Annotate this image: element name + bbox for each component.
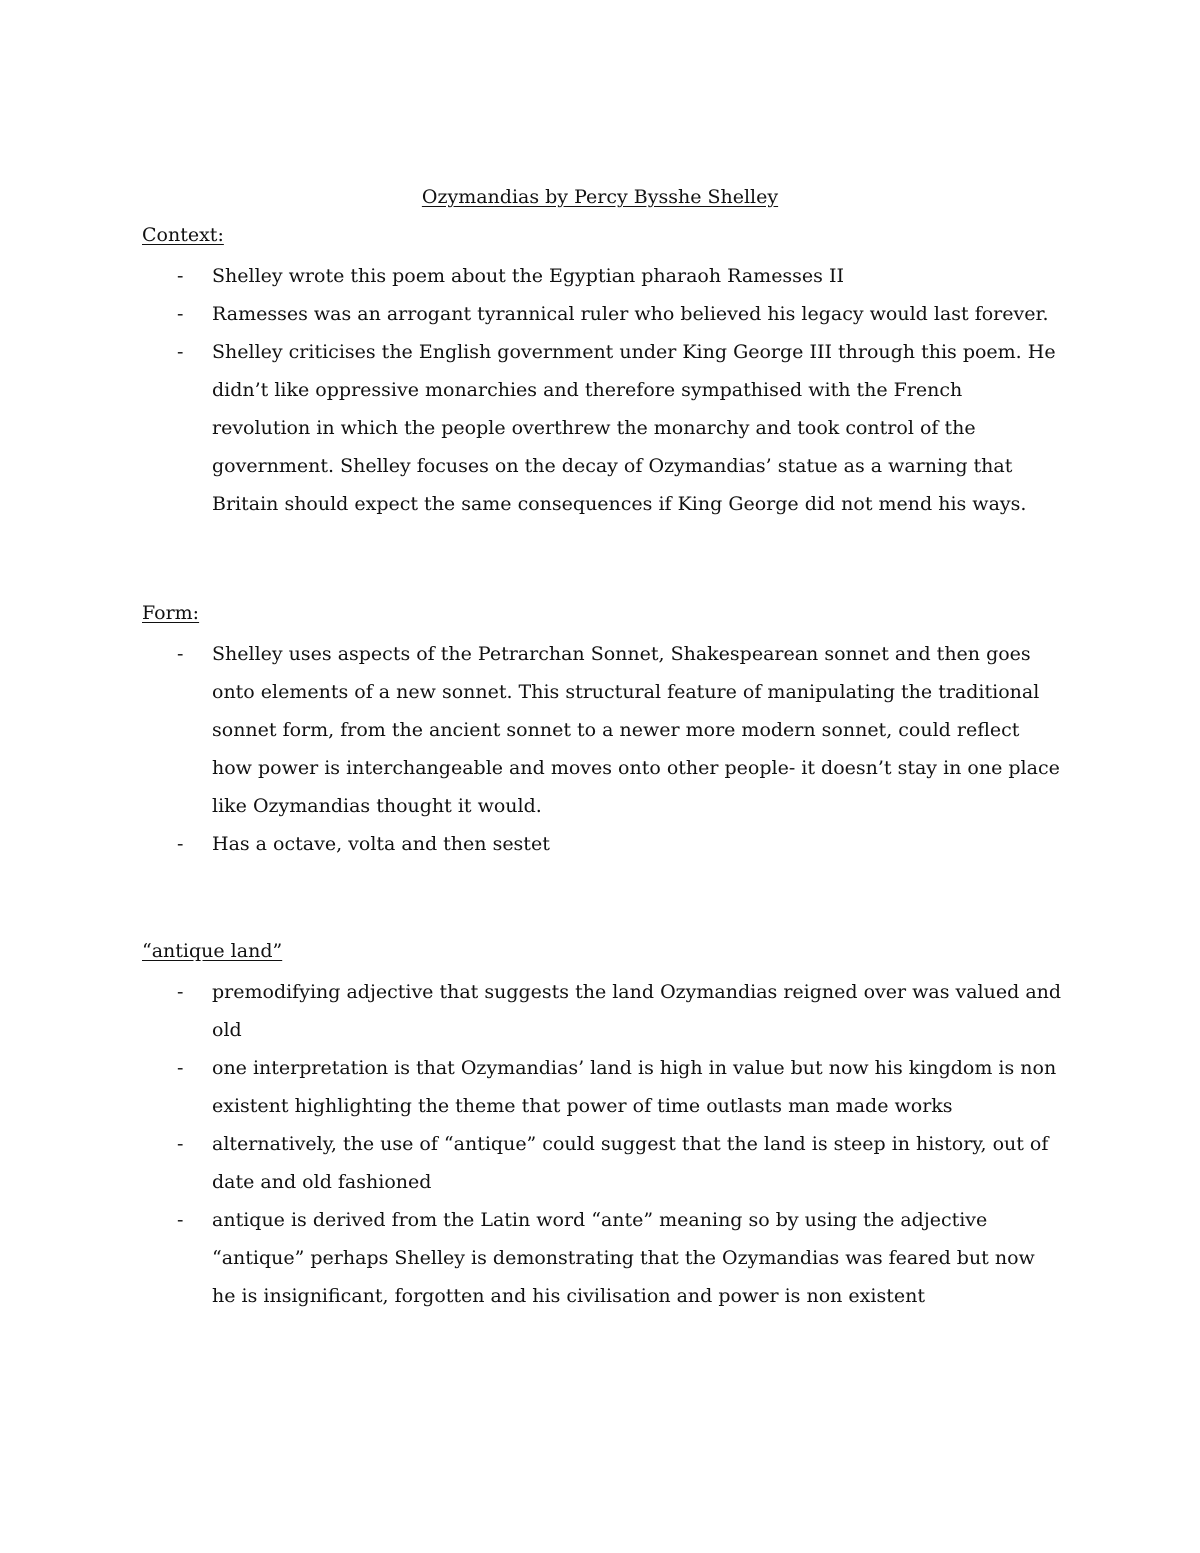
section-context — [142, 221, 1062, 523]
section-heading-form: Form: — [142, 602, 200, 624]
list-item — [142, 635, 1062, 825]
section-form — [142, 599, 1062, 863]
section-antique-land — [142, 937, 1062, 1315]
section-heading-context: Context: — [142, 224, 224, 246]
list-item-text: one interpretation is that Ozymandias’ land is high in value but now his kingdom is non existent highlighting the theme that power of time outlasts man made works — [212, 1057, 1057, 1117]
list-item-text: Shelley criticises the English government under King George III through this poem. He didn’t like oppressive monarchies and therefore sympathised with the French revolution in which the people overthrew the monarchy and took control of the government. Shelley focuses on the decay of Ozymandias’ statue as a warning that Britain should expect the same consequences if King George did not mend his ways. — [212, 341, 1056, 515]
list-item — [142, 825, 1062, 863]
form-bullet-list — [142, 635, 1062, 863]
list-item — [142, 333, 1062, 523]
list-item — [142, 295, 1062, 333]
bullet-dash: - — [177, 1209, 184, 1231]
list-item — [142, 973, 1062, 1049]
list-item — [142, 1125, 1062, 1201]
list-item-text: alternatively, the use of “antique” could suggest that the land is steep in history, out of date and old fashioned — [212, 1133, 1049, 1193]
context-bullet-list — [142, 257, 1062, 523]
bullet-dash: - — [177, 981, 184, 1003]
list-item — [142, 1049, 1062, 1125]
antique-land-bullet-list — [142, 973, 1062, 1315]
bullet-dash: - — [177, 341, 184, 363]
bullet-dash: - — [177, 1057, 184, 1079]
list-item-text: Ramesses was an arrogant tyrannical ruler who believed his legacy would last forever. — [212, 303, 1049, 325]
section-heading-antique-land: “antique land” — [142, 940, 283, 962]
list-item — [142, 1201, 1062, 1315]
list-item-text: Shelley uses aspects of the Petrarchan Sonnet, Shakespearean sonnet and then goes onto elements of a new sonnet. This structural feature of manipulating the traditional sonnet form, from the ancient sonnet to a newer more modern sonnet, could reflect how power is interchangeable and moves onto other people- it doesn’t stay in one place like Ozymandias thought it would. — [212, 643, 1060, 817]
list-item-text: antique is derived from the Latin word “ante” meaning so by using the adjective “antique” perhaps Shelley is demonstrating that the Ozymandias was feared but now he is insignificant, forgotten and his civilisation and power is non existent — [212, 1209, 1035, 1307]
list-item — [142, 257, 1062, 295]
bullet-dash: - — [177, 643, 184, 665]
document-title: Ozymandias by Percy Bysshe Shelley — [421, 186, 779, 208]
list-item-text: premodifying adjective that suggests the land Ozymandias reigned over was valued and old — [212, 981, 1062, 1041]
bullet-dash: - — [177, 1133, 184, 1155]
list-item-text: Shelley wrote this poem about the Egyptian pharaoh Ramesses II — [212, 265, 844, 287]
bullet-dash: - — [177, 265, 184, 287]
list-item-text: Has a octave, volta and then sestet — [212, 833, 550, 855]
bullet-dash: - — [177, 833, 184, 855]
bullet-dash: - — [177, 303, 184, 325]
